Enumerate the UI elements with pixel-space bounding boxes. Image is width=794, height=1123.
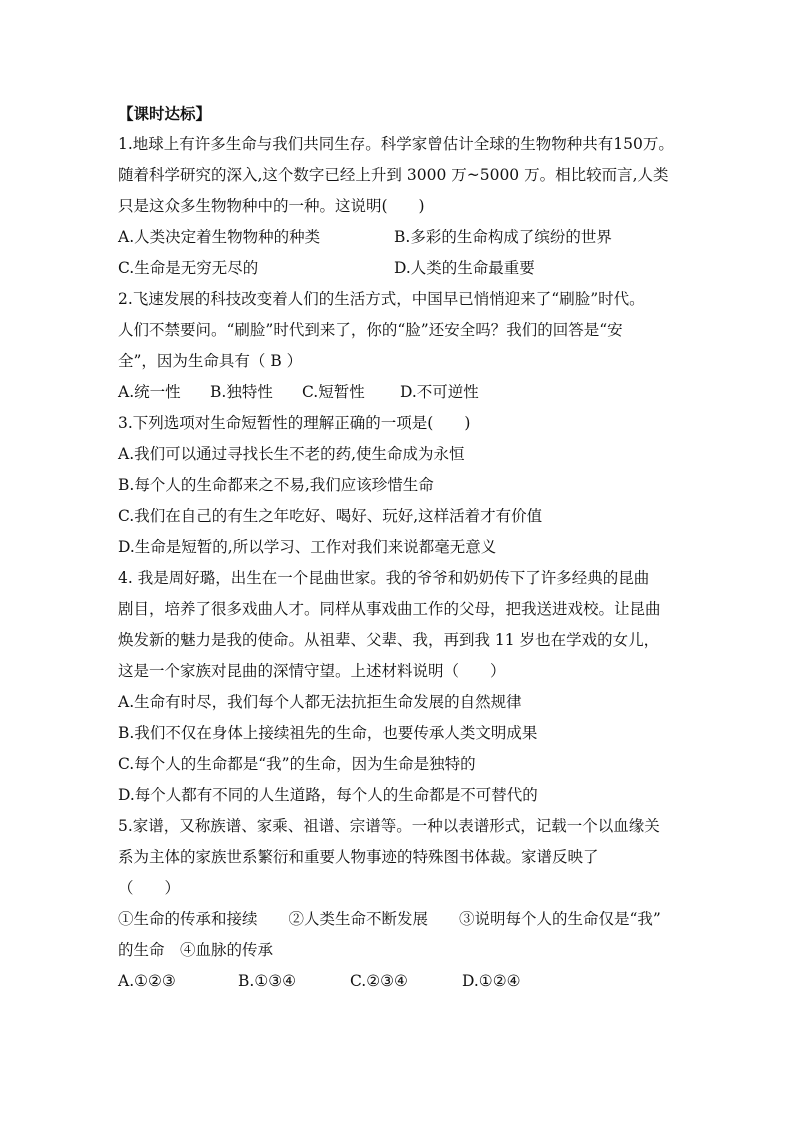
q1-option-a: A.人类决定着生物物种的种类: [118, 228, 321, 246]
q5-options-row: [118, 966, 680, 997]
q2-option-a: A.统一性: [118, 383, 181, 401]
q3-option-c: C.我们在自己的有生之年吃好、喝好、玩好,这样活着才有价值: [118, 507, 543, 525]
q5-option-b: B.①③④: [238, 972, 297, 990]
q2-option-b: B.独特性: [210, 383, 273, 401]
q2-option-c: C.短暂性: [302, 383, 365, 401]
q1-option-b: B.多彩的生命构成了缤纷的世界: [394, 228, 612, 246]
q5-stem-line-2: 系为主体的家族世系繁衍和重要人物事迹的特殊图书体裁。家谱反映了: [118, 848, 599, 866]
q5-statements-line-2: 的生命 ④血脉的传承: [118, 941, 274, 959]
section-heading: 【课时达标】: [118, 104, 212, 123]
q5-option-d: D.①②④: [462, 972, 521, 990]
q5-option-c: C.②③④: [350, 972, 408, 990]
q2-option-d: D.不可逆性: [400, 383, 479, 401]
q1-stem-line-1: 1.地球上有许多生命与我们共同生存。科学家曾估计全球的生物物种共有150万。: [118, 135, 674, 153]
q4-stem-line-1: 4. 我是周好璐，出生在一个昆曲世家。我的爷爷和奶奶传下了许多经典的昆曲: [118, 569, 650, 587]
q5-statements-line-1: ①生命的传承和接续 ②人类生命不断发展 ③说明每个人的生命仅是“我”: [118, 910, 661, 928]
q4-stem-line-4: 这是一个家族对昆曲的深情守望。上述材料说明（ ）: [118, 662, 506, 680]
q1-options-row-1: [118, 222, 680, 253]
q5-stem-line-3: （ ）: [118, 879, 181, 897]
q1-option-d: D.人类的生命最重要: [394, 259, 535, 277]
q4-option-a: A.生命有时尽，我们每个人都无法抗拒生命发展的自然规律: [118, 693, 522, 711]
q3-option-b: B.每个人的生命都来之不易,我们应该珍惜生命: [118, 476, 434, 494]
q3-option-d: D.生命是短暂的,所以学习、工作对我们来说都毫无意义: [118, 538, 497, 556]
q4-option-c: C.每个人的生命都是“我”的生命，因为生命是独特的: [118, 755, 476, 773]
q4-option-b: B.我们不仅在身体上接续祖先的生命，也要传承人类文明成果: [118, 724, 538, 742]
q1-options-row-2: [118, 253, 680, 284]
q4-option-d: D.每个人都有不同的人生道路，每个人的生命都是不可替代的: [118, 786, 538, 804]
q1-option-c: C.生命是无穷无尽的: [118, 259, 259, 277]
q3-option-a: A.我们可以通过寻找长生不老的药,使生命成为永恒: [118, 445, 465, 463]
q2-stem-line-2: 人们不禁要问。“刷脸”时代到来了，你的“脸”还安全吗？我们的回答是“安: [118, 321, 623, 339]
q5-stem-line-1: 5.家谱，又称族谱、家乘、祖谱、宗谱等。一种以表谱形式，记载一个以血缘关: [118, 817, 660, 835]
q1-stem-line-3: 只是这众多生物物种中的一种。这说明( ): [118, 197, 425, 215]
q5-option-a: A.①②③: [118, 972, 176, 990]
q2-options-row: [118, 377, 680, 408]
q1-stem-line-2: 随着科学研究的深入,这个数字已经上升到 3000 万~5000 万。相比较而言,人类: [118, 166, 669, 184]
q4-stem-line-2: 剧目，培养了很多戏曲人才。同样从事戏曲工作的父母，把我送进戏校。让昆曲: [118, 600, 661, 618]
q2-stem-line-1: 2.飞速发展的科技改变着人们的生活方式，中国早已悄悄迎来了“刷脸”时代。: [118, 290, 645, 308]
worksheet: [118, 98, 680, 997]
q4-stem-line-3: 焕发新的魅力是我的使命。从祖辈、父辈、我，再到我 11 岁也在学戏的女儿，: [118, 631, 660, 649]
q3-stem: 3.下列选项对生命短暂性的理解正确的一项是( ): [118, 414, 471, 432]
q2-stem-line-3: 全”，因为生命具有（ B ）: [118, 352, 303, 370]
